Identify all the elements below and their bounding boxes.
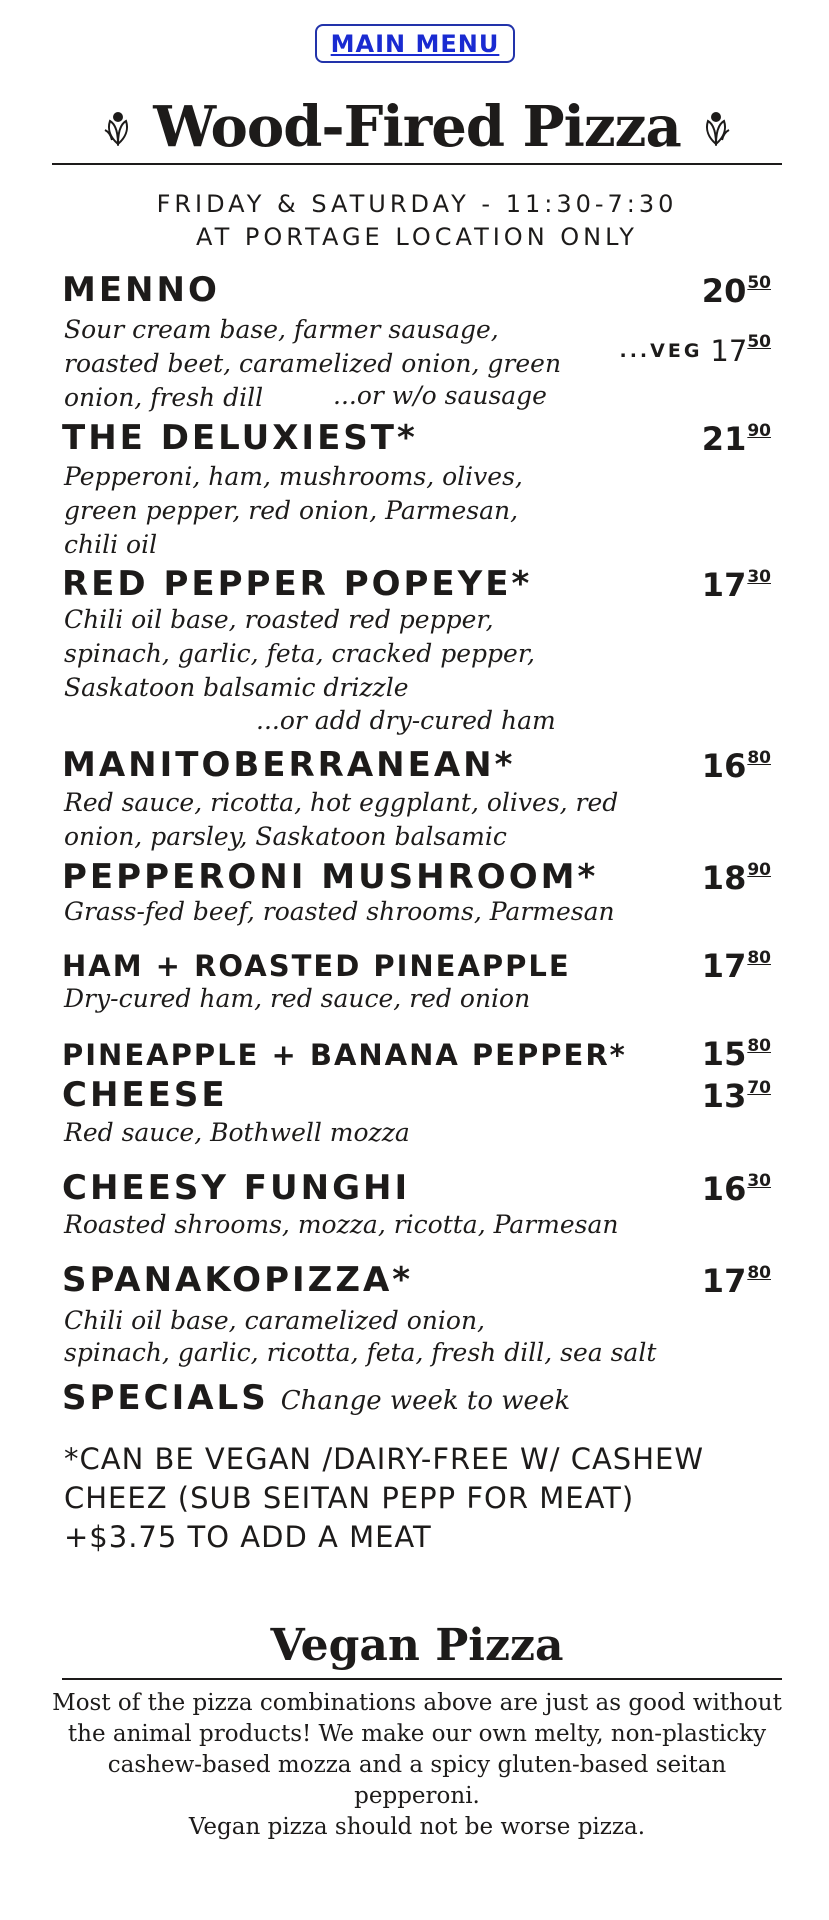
item-name: MANITOBERRANEAN*	[62, 745, 516, 785]
item-desc: Red sauce, Bothwell mozza	[64, 1118, 410, 1147]
item-name: PINEAPPLE + BANANA PEPPER*	[62, 1038, 627, 1072]
item-name: MENNO	[62, 270, 220, 310]
item-price: $15^{80}$	[701, 1035, 771, 1073]
item-name: CHEESY FUNGHI	[62, 1168, 411, 1208]
specials-subtitle: Change week to week	[280, 1386, 571, 1416]
vegan-text-line: the animal products! We make our own melty, non-plasticky	[67, 1721, 767, 1747]
vegan-divider	[62, 1678, 782, 1680]
schedule-line: FRIDAY & SATURDAY - 11:30-7:30	[156, 190, 678, 218]
item-desc: green pepper, red onion, Parmesan,	[64, 496, 519, 525]
location-line: AT PORTAGE LOCATION ONLY	[196, 223, 638, 251]
item-desc: Chili oil base, caramelized onion,	[64, 1306, 485, 1335]
item-name: HAM + ROASTED PINEAPPLE	[62, 949, 571, 983]
item-price: $20^{50}$	[701, 272, 771, 310]
item-desc: spinach, garlic, feta, cracked pepper,	[64, 639, 535, 668]
page-title	[52, 92, 782, 162]
item-price: $13^{70}$	[701, 1077, 771, 1115]
item-price: $18^{90}$	[701, 859, 771, 897]
title-text: Wood-Fired Pizza	[153, 94, 681, 160]
vegan-text-line: cashew-based mozza and a spicy gluten-based seitan pepperoni.	[107, 1752, 727, 1809]
item-desc: onion, fresh dill	[64, 383, 264, 412]
footnote-line: CHEEZ (SUB SEITAN PEPP FOR MEAT)	[64, 1481, 635, 1515]
item-name: RED PEPPER POPEYE*	[62, 564, 533, 604]
vegan-text-line: Most of the pizza combinations above are just as good without	[52, 1690, 782, 1716]
item-price: $16^{80}$	[701, 747, 771, 785]
vegan-footnote	[64, 1440, 704, 1557]
item-name: SPANAKOPIZZA*	[62, 1260, 414, 1300]
item-desc: Pepperoni, ham, mushrooms, olives,	[64, 462, 523, 491]
vegan-text-line: Vegan pizza should not be worse pizza.	[188, 1814, 646, 1840]
item-desc: Sour cream base, farmer sausage,	[64, 315, 499, 344]
veg-price: ...VEG $17^{50}$	[619, 332, 771, 368]
title-divider	[52, 163, 782, 165]
item-desc: onion, parsley, Saskatoon balsamic	[64, 822, 507, 851]
item-price: $16^{30}$	[701, 1170, 771, 1208]
item-name: THE DELUXIEST*	[62, 418, 418, 458]
item-desc: spinach, garlic, ricotta, feta, fresh dill, sea salt	[64, 1338, 657, 1367]
item-alt-note: ...or add dry-cured ham	[256, 706, 556, 735]
vegan-description	[52, 1688, 782, 1843]
specials-heading: SPECIALS	[62, 1378, 269, 1418]
item-alt-note: ...or w/o sausage	[333, 381, 547, 410]
leaf-flower-icon	[101, 108, 135, 146]
item-desc: Roasted shrooms, mozza, ricotta, Parmesan	[64, 1210, 619, 1239]
item-desc: Chili oil base, roasted red pepper,	[64, 605, 494, 634]
specials-row	[62, 1378, 570, 1418]
item-desc: Red sauce, ricotta, hot eggplant, olives, red	[64, 788, 619, 817]
item-desc: chili oil	[64, 530, 158, 559]
footnote-line: +$3.75 TO ADD A MEAT	[64, 1520, 432, 1554]
item-desc: Grass-fed beef, roasted shrooms, Parmesan	[64, 897, 615, 926]
item-desc: roasted beet, caramelized onion, green	[64, 349, 562, 378]
item-price: $21^{90}$	[701, 420, 771, 458]
item-name: CHEESE	[62, 1075, 228, 1115]
item-desc: Dry-cured ham, red sauce, red onion	[64, 984, 531, 1013]
item-price: $17^{30}$	[701, 566, 771, 604]
footnote-line: *CAN BE VEGAN /DAIRY-FREE W/ CASHEW	[64, 1442, 704, 1476]
item-name: PEPPERONI MUSHROOM*	[62, 857, 599, 897]
main-menu-button[interactable]: MAIN MENU	[315, 24, 515, 63]
item-price: $17^{80}$	[701, 947, 771, 985]
vegan-section-title: Vegan Pizza	[270, 1620, 564, 1671]
leaf-flower-icon	[699, 108, 733, 146]
item-desc: Saskatoon balsamic drizzle	[64, 673, 409, 702]
item-price: $17^{80}$	[701, 1262, 771, 1300]
